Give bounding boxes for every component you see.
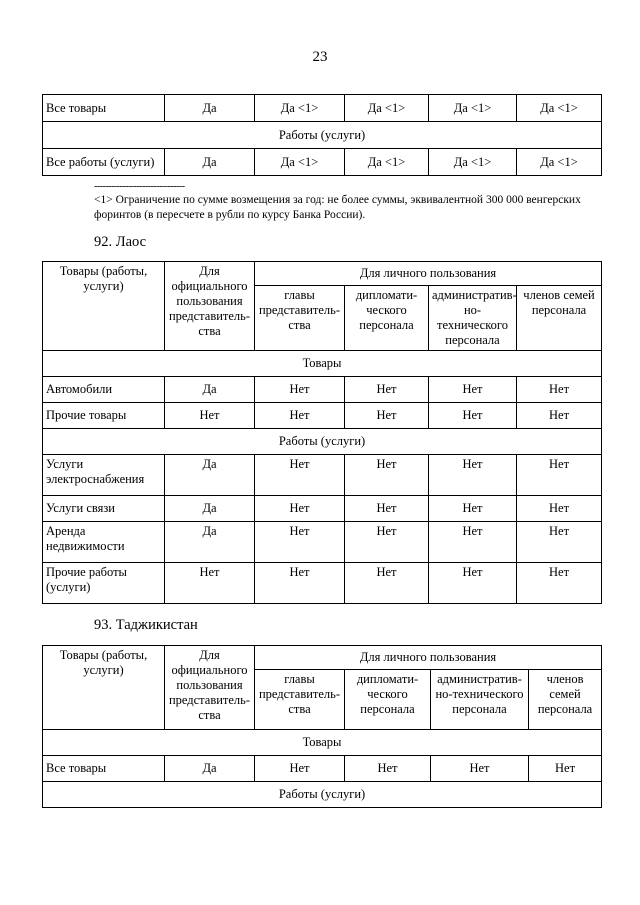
cell: Да <1> (429, 149, 517, 176)
section-header-services: Работы (услуги) (43, 122, 602, 149)
table-row (43, 95, 602, 122)
header-personal: Для личного пользования (255, 262, 602, 286)
table-row (43, 563, 602, 604)
header-goods: Товары (работы, услуги) (43, 262, 165, 351)
row-label: Услуги электроснабжения (43, 455, 165, 496)
footnote-separator: -------------------------------- (94, 181, 185, 192)
section-header-services: Работы (услуги) (43, 429, 602, 455)
cell: Да <1> (345, 149, 429, 176)
cell: Да (165, 95, 255, 122)
cell: Нет (345, 403, 429, 429)
section-heading-laos: 92. Лаос (94, 234, 147, 250)
cell: Нет (345, 756, 431, 782)
cell: Нет (429, 403, 517, 429)
cell: Нет (345, 563, 429, 604)
cell: Нет (255, 377, 345, 403)
header-family: членов семей персонала (517, 286, 602, 351)
cell: Нет (255, 563, 345, 604)
cell: Нет (345, 455, 429, 496)
cell: Нет (345, 496, 429, 522)
cell: Да (165, 496, 255, 522)
cell: Да <1> (255, 149, 345, 176)
cell: Нет (517, 455, 602, 496)
cell: Нет (165, 563, 255, 604)
cell: Да (165, 377, 255, 403)
section-header-services: Работы (услуги) (43, 782, 602, 808)
cell: Нет (429, 377, 517, 403)
cell: Нет (345, 377, 429, 403)
row-label: Услуги связи (43, 496, 165, 522)
row-label: Автомобили (43, 377, 165, 403)
header-official: Для официального пользования представитель-ства (165, 646, 255, 730)
header-official: Для официального пользования представитель-ства (165, 262, 255, 351)
cell: Да <1> (345, 95, 429, 122)
cell: Да <1> (517, 149, 602, 176)
row-label: Прочие товары (43, 403, 165, 429)
cell: Нет (429, 563, 517, 604)
cell: Нет (255, 522, 345, 563)
header-diplomatic: дипломати-ческого персонала (345, 286, 429, 351)
tajikistan-table (42, 645, 602, 808)
cell: Нет (255, 403, 345, 429)
row-label: Все товары (43, 95, 165, 122)
cell: Нет (431, 756, 529, 782)
cell: Нет (255, 756, 345, 782)
cell: Нет (429, 455, 517, 496)
header-diplomatic: дипломати-ческого персонала (345, 670, 431, 730)
table-row (43, 377, 602, 403)
cell: Нет (345, 522, 429, 563)
cell: Нет (529, 756, 602, 782)
cell: Да <1> (429, 95, 517, 122)
cell: Нет (517, 403, 602, 429)
cell: Да (165, 455, 255, 496)
table-row (43, 756, 602, 782)
cell: Нет (255, 455, 345, 496)
cell: Да (165, 756, 255, 782)
footnote: <1> Ограничение по сумме возмещения за год: не более суммы, эквивалентной 300 000 венгерских форинтов (в пересчете в рубли по курсу Банка России). (94, 194, 581, 221)
cell: Нет (517, 522, 602, 563)
section-header-goods: Товары (43, 730, 602, 756)
header-heads: главы представитель-ства (255, 670, 345, 730)
row-label: Прочие работы (услуги) (43, 563, 165, 604)
cell: Нет (517, 377, 602, 403)
header-heads: главы представитель-ства (255, 286, 345, 351)
continuation-table (42, 94, 602, 176)
header-personal: Для личного пользования (255, 646, 602, 670)
header-goods: Товары (работы, услуги) (43, 646, 165, 730)
cell: Да <1> (255, 95, 345, 122)
section-heading-tajikistan: 93. Таджикистан (94, 617, 198, 633)
table-row (43, 403, 602, 429)
cell: Нет (255, 496, 345, 522)
table-row (43, 496, 602, 522)
table-row (43, 455, 602, 496)
header-admin: административ-но-технического персонала (429, 286, 517, 351)
cell: Да (165, 149, 255, 176)
table-row (43, 149, 602, 176)
table-row (43, 522, 602, 563)
laos-table (42, 261, 602, 604)
cell: Да (165, 522, 255, 563)
cell: Нет (429, 496, 517, 522)
page-number: 23 (312, 49, 328, 65)
header-family: членов семей персонала (529, 670, 602, 730)
cell: Нет (165, 403, 255, 429)
row-label: Все товары (43, 756, 165, 782)
row-label: Аренда недвижимости (43, 522, 165, 563)
cell: Нет (429, 522, 517, 563)
header-admin: административ-но-технического персонала (431, 670, 529, 730)
section-header-goods: Товары (43, 351, 602, 377)
cell: Да <1> (517, 95, 602, 122)
cell: Нет (517, 563, 602, 604)
cell: Нет (517, 496, 602, 522)
row-label: Все работы (услуги) (43, 149, 165, 176)
